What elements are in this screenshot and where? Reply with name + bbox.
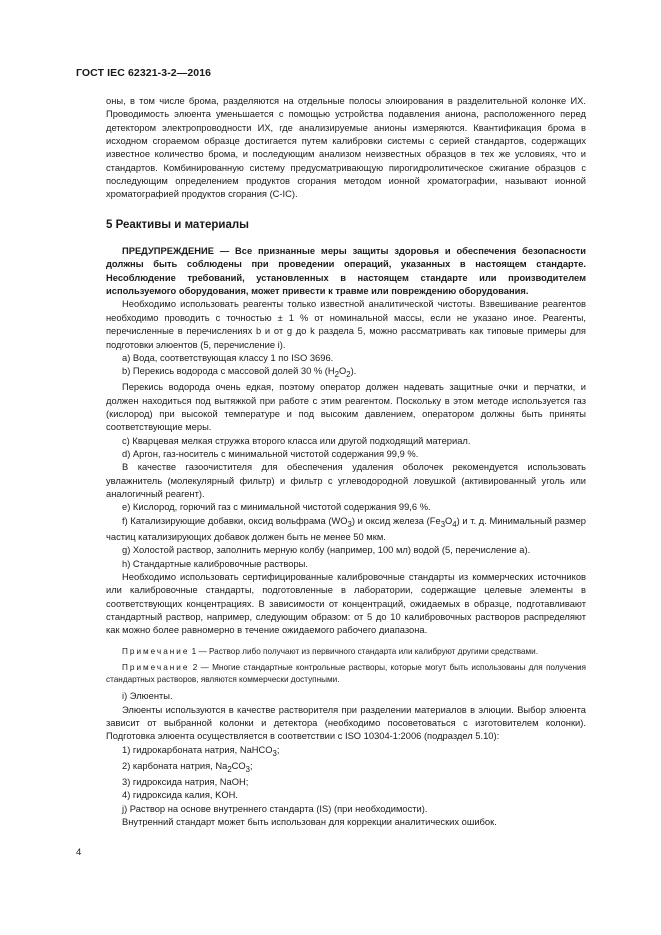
list-item-c: c) Кварцевая мелкая стружка второго класса или другой подходящий материал. (122, 435, 471, 446)
sub1-text: ; (276, 744, 280, 755)
item-f-text: f) Катализирующие добавки, оксид вольфрама (WO (122, 515, 348, 526)
list-item-d: d) Аргон, газ-носитель с минимальной чистотой содержания 99,9 %. (122, 449, 419, 460)
item-b-text: b) Перекись водорода с массовой долей 30 % (H (122, 366, 335, 377)
section-heading: 5 Реактивы и материалы (106, 218, 249, 231)
list-item-a: a) Вода, соответствующая классу 1 по ISO 3696. (122, 352, 334, 363)
item-f-text: O (445, 515, 453, 526)
sub1-sub: 3 (272, 748, 277, 758)
item-b-text: ). (350, 366, 357, 377)
note-1 (106, 646, 586, 658)
sub1-text: 1) гидрокарбоната натрия, NaHCO (122, 744, 273, 755)
cert-paragraph: Необходимо использовать сертифицированные калибровочные стандарты из коммерческих источников или калибровочные стандарты, подготовленные в лаборатории, содержащие целевые элементы в соответствующих концентрациях. В зависимости от концентраций, ожидаемых в образце, подготавливают стандартный раствор, например, следующим образом: от 5 до 10 калибровочных растворов распределяют как можно более равномерно в течение ожидаемого рабочего диапазона. (106, 572, 586, 636)
gas-cleaner-paragraph: В качестве газоочистителя для обеспечения удаления оболочек рекомендуется использовать увлажнитель (молекулярный фильтр) и фильтр с углеводородной ловушкой (активированный уголь или аналогичный реагент). (106, 462, 586, 500)
eluents-paragraph: Элюенты используются в качестве растворителя при разделении материалов в элюции. Выбор элюента зависит от выбранной колонки и детектора (необходимо посоветоваться с изготовителем колонки). Подготовка элюента осуществляется в соответствии с ISO 10304-1:2006 (подраздел 5.10): (106, 704, 586, 742)
note-label: Примечание (122, 646, 190, 656)
item-b-sub: 2 (346, 370, 351, 380)
note-label: Примечание (122, 663, 190, 673)
item-f-text: ) и оксид железа (Fe (351, 515, 441, 526)
sub2-text: CO (231, 760, 246, 771)
reagents-paragraph: Необходимо использовать реагенты только известной аналитической чистоты. Взвешивание реагентов необходимо проводить с точностью ± 1 % от номинальной массы, если не указано иное. Реагенты, перечисленные в перечислениях b и от g до k раздела 5, можно рассматривать как типовые примеры для подготовки элюентов (5, перечисление i). (106, 299, 586, 350)
sublist-item-4: 4) гидроксида калия, KOH. (122, 790, 238, 801)
intro-paragraph: оны, в том числе брома, разделяются на отдельные полосы элюирования в разделительной колонке ИХ. Проводимость элюента уменьшается с помощью устройства подавления аниона, расположенного перед детектором электропроводности ИХ, где анализируемые анионы измеряются. Квантификация брома в исходном сгораемом образце достигается путем калибровки системы с серией стандартов, содержащих известное количество брома, и последующим анализом неизвестных образцов в тех же условиях, что и стандартов. Комбинированную систему предусматривающую пирогидролитическое сжигание образцов с последующим определением продуктов сгорания методом ионной хроматографии, называют ионной хроматографией продуктов сгорания (C-IC). (106, 96, 586, 200)
item-b-sub: 2 (334, 370, 339, 380)
list-item-e: e) Кислород, горючий газ с минимальной чистотой содержания 99,6 %. (122, 502, 431, 513)
note-text: 2 — Многие стандартные контрольные растворы, которые могут быть использованы для получения стандартных растворов, являются коммерчески доступными. (106, 663, 586, 684)
item-b-text: O (338, 366, 347, 377)
page-number: 4 (76, 847, 82, 858)
list-item-i: i) Элюенты. (122, 691, 173, 702)
list-item-b (106, 365, 586, 381)
internal-standard-paragraph: Внутренний стандарт может быть использован для коррекции аналитических ошибок. (122, 817, 497, 828)
item-f-sub: 4 (452, 519, 457, 529)
sub2-sub: 2 (227, 764, 232, 774)
list-item-g: g) Холостой раствор, заполнить мерную колбу (например, 100 мл) водой (5, перечисление а). (122, 545, 531, 556)
sublist-item-1 (106, 744, 586, 760)
list-item-f (106, 515, 586, 545)
note-text: 1 — Раствор либо получают из первичного стандарта или калибруют другими средствами. (189, 646, 538, 656)
item-f-sub: 3 (347, 519, 352, 529)
sub2-sub: 3 (245, 764, 250, 774)
peroxide-paragraph: Перекись водорода очень едкая, поэтому оператор должен надевать защитные очки и перчатки, и должен находиться под вытяжкой при работе с этим реагентом. Поскольку в этом методе используется газ (кислород) при высокой температуре и под высоким давлением, оператором должны быть приняты соответствующие меры. (106, 382, 586, 433)
item-f-sub: 3 (440, 519, 446, 529)
sub2-text: 2) карбоната натрия, Na (122, 760, 228, 771)
sublist-item-3: 3) гидроксида натрия, NaOH; (122, 777, 249, 788)
document-body (106, 95, 586, 829)
list-item-j: j) Раствор на основе внутреннего стандарта (IS) (при необходимости). (122, 803, 428, 814)
sub2-text: ; (249, 760, 253, 771)
note-2 (106, 662, 586, 685)
document-header: ГОСТ IEC 62321-3-2—2016 (76, 67, 212, 79)
item-f-text: ) и т. д. Минимальный размер частиц катализирующих добавок должен быть не менее 50 мкм. (106, 515, 586, 543)
list-item-h: h) Стандартные калибровочные растворы. (122, 558, 308, 569)
sublist-item-2 (106, 760, 586, 776)
warning-paragraph: ПРЕДУПРЕЖДЕНИЕ — Все признанные меры защиты здоровья и обеспечения безопасности должны быть соблюдены при проведении операций, указанных в настоящем стандарте. Несоблюдение требований, установленных в настоящем стандарте или производителем используемого оборудования, может привести к травме или повреждению оборудования. (106, 246, 586, 297)
